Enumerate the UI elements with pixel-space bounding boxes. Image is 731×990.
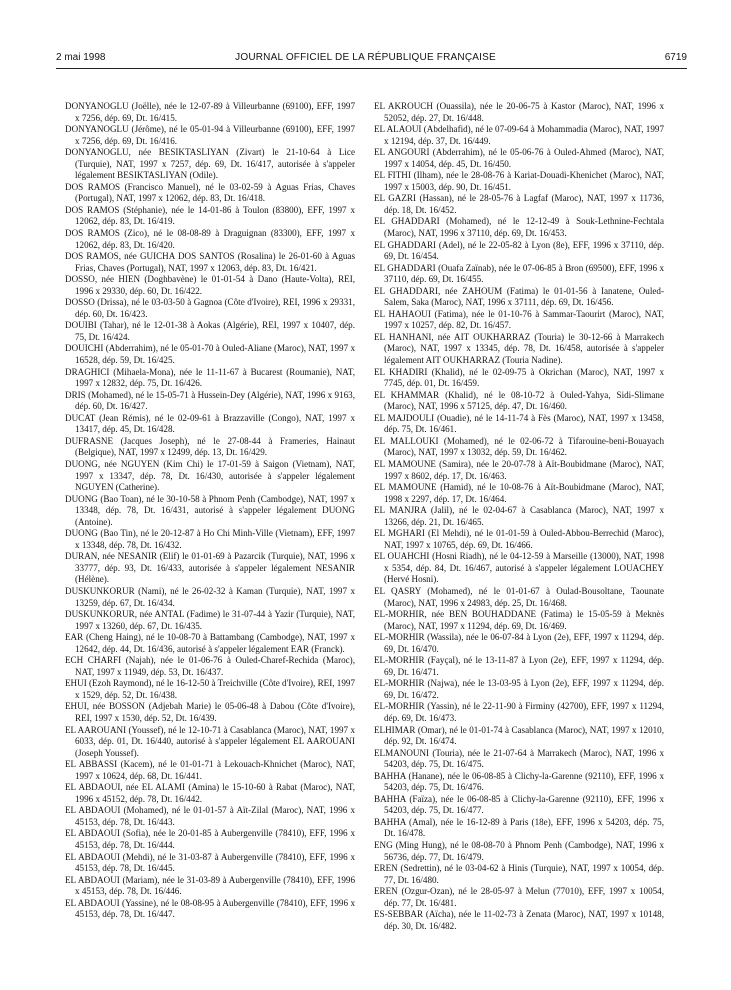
- register-entry: DURAN, née NESANIR (Elif) le 01-01-69 à Pazarcik (Turquie), NAT, 1996 x 33777, dép. 93, Dt. 16/433, autorisée à s'appeler légalement NESANIR (Hélène).: [65, 551, 355, 585]
- register-entry: EL ABDAOUI (Mehdi), né le 31-03-87 à Aubergenville (78410), EFF, 1996 x 45153, dép. 78, Dt. 16/445.: [65, 851, 355, 874]
- register-entry: EL GHADDARI, née ZAHOUM (Fatima) le 01-01-56 à Ianatene, Ouled-Salem, Saka (Maroc), NAT, 1996 x 37111, dép. 69, Dt. 16/456.: [374, 285, 664, 308]
- register-entry: EL-MORHIR, née BEN BOUHADDANE (Fatima) le 15-05-59 à Meknès (Maroc), NAT, 1997 x 11294, dép. 69, Dt. 16/469.: [374, 609, 664, 631]
- register-entry: DUONG, née NGUYEN (Kim Chi) le 17-01-59 à Saigon (Vietnam), NAT, 1997 x 13347, dép. 78, Dt. 16/430, autorisée à s'appeler légalement NGUYEN (Catherine).: [65, 458, 355, 493]
- register-entry: DOS RAMOS, née GUICHA DOS SANTOS (Rosalina) le 26-01-60 à Aguas Frias, Chaves (Portugal), NAT, 1997 x 12063, dép. 83, Dt. 16/421.: [65, 251, 355, 273]
- register-entry: DONYANOGLU (Jérôme), né le 05-01-94 à Villeurbanne (69100), EFF, 1997 x 7256, dép. 69, Dt. 16/416.: [65, 124, 355, 146]
- register-entry: EL GHADDARI (Ouafa Zaïnab), née le 07-06-85 à Bron (69500), EFF, 1996 x 37110, dép. 69, Dt. 16/455.: [374, 262, 664, 285]
- register-entry: ECH CHARFI (Najah), née le 01-06-76 à Ouled-Charef-Rechida (Maroc), NAT, 1997 x 11949, dép. 53, Dt. 16/437.: [65, 655, 355, 677]
- register-entry: ELMANOUNI (Touria), née le 21-07-64 à Marrakech (Maroc), NAT, 1996 x 54203, dép. 75, Dt. 16/475.: [374, 747, 664, 770]
- header-rule: [56, 68, 687, 69]
- register-entry: EAR (Cheng Haing), né le 10-08-70 à Battambang (Cambodge), NAT, 1997 x 12642, dép. 44, Dt. 16/436, autorisé à s'appeler légalement EAR (Franck).: [65, 632, 355, 654]
- register-entry: EL ABDAOUI, née EL ALAMI (Amina) le 15-10-60 à Rabat (Maroc), NAT, 1996 x 45152, dép. 78, Dt. 16/442.: [65, 782, 355, 804]
- register-entry: BAHHA (Hanane), née le 06-08-85 à Clichy-la-Garenne (92110), EFF, 1996 x 54203, dép. 75, Dt. 16/476.: [374, 770, 664, 793]
- register-entry: EL QASRY (Mohamed), né le 01-01-67 à Oulad-Bousoltane, Taounate (Maroc), NAT, 1996 x 24983, dép. 25, Dt. 16/468.: [374, 585, 664, 608]
- register-entry: DOS RAMOS (Francisco Manuel), né le 03-02-59 à Aguas Frias, Chaves (Portugal), NAT, 1997 x 12062, dép. 83, Dt. 16/418.: [65, 181, 355, 204]
- register-entry: DRIS (Mohamed), né le 15-05-71 à Hussein-Dey (Algérie), NAT, 1996 x 9163, dép. 60, Dt. 16/427.: [65, 389, 355, 412]
- register-entry: EL MAJDOULI (Ouadie), né le 14-11-74 à Fès (Maroc), NAT, 1997 x 13458, dép. 75, Dt. 16/461.: [374, 412, 664, 435]
- register-entry: EL FITHI (Ilham), née le 28-08-76 à Kariat-Douadi-Khenichet (Maroc), NAT, 1997 x 15003, dép. 90, Dt. 16/451.: [374, 170, 664, 192]
- register-entry: EREN (Sedrettin), né le 03-04-62 à Hinis (Turquie), NAT, 1997 x 10054, dép. 77, Dt. 16/480.: [374, 863, 664, 885]
- register-entry: DOS RAMOS (Stéphanie), née le 14-01-86 à Toulon (83800), EFF, 1997 x 12062, dép. 83, Dt. 16/419.: [65, 204, 355, 227]
- register-entry: DUCAT (Jean Rémis), né le 02-09-61 à Brazzaville (Congo), NAT, 1997 x 13417, dép. 45, Dt. 16/428.: [65, 412, 355, 435]
- register-entry: EL KHADIRI (Khalid), né le 02-09-75 à Okrichan (Maroc), NAT, 1997 x 7745, dép. 01, Dt. 16/459.: [374, 366, 664, 389]
- register-entry: EL MGHARI (El Mehdi), né le 01-01-59 à Ouled-Abbou-Berrechid (Maroc), NAT, 1997 x 10765, dép. 69, Dt. 16/466.: [374, 528, 664, 550]
- register-entry: DOSSO, née HIEN (Doghbavène) le 01-01-54 à Dano (Haute-Volta), REI, 1996 x 29330, dép. 60, Dt. 16/422.: [65, 274, 355, 296]
- page-header: [0, 52, 731, 68]
- register-entry: EL-MORHIR (Najwa), née le 13-03-95 à Lyon (2e), EFF, 1997 x 11294, dép. 69, Dt. 16/472.: [374, 678, 664, 700]
- register-entry: DOUICHI (Abderrahim), né le 05-01-70 à Ouled-Aliane (Maroc), NAT, 1997 x 16528, dép. 59, Dt. 16/425.: [65, 343, 355, 366]
- register-entry: EL GHADDARI (Mohamed), né le 12-12-49 à Souk-Lethnine-Fechtala (Maroc), NAT, 1996 x 37110, dép. 69, Dt. 16/453.: [374, 216, 664, 239]
- register-entry: EHUI (Ezoh Raymond), né le 16-12-50 à Treichville (Côte d'Ivoire), REI, 1997 x 1529, dép. 52, Dt. 16/438.: [65, 678, 355, 700]
- header-date: 2 mai 1998: [56, 52, 106, 63]
- register-entry: DONYANOGLU, née BESIKTASLIYAN (Zivart) le 21-10-64 à Lice (Turquie), NAT, 1997 x 7257, dép. 69, Dt. 16/417, autorisée à s'appeler légalement BESIKTASLIYAN (Odile).: [65, 147, 355, 181]
- register-entry: DUSKUNKORUR (Nami), né le 26-02-32 à Kaman (Turquie), NAT, 1997 x 13259, dép. 67, Dt. 16/434.: [65, 585, 355, 608]
- register-entry: DUONG (Bao Tin), né le 20-12-87 à Ho Chi Minh-Ville (Vietnam), EFF, 1997 x 13348, dép. 78, Dt. 16/432.: [65, 528, 355, 550]
- register-entry: BAHHA (Amal), née le 16-12-89 à Paris (18e), EFF, 1996 x 54203, dép. 75, Dt. 16/478.: [374, 816, 664, 839]
- register-entry: EL OUAHCHI (Hosni Riadh), né le 04-12-59 à Marseille (13000), NAT, 1998 x 5354, dép. 84, Dt. 16/467, autorisé à s'appeler légalement LOUACHEY (Hervé Hosni).: [374, 551, 664, 585]
- register-entry: EL ABDAOUI (Mohamed), né le 01-01-57 à Aït-Zilal (Maroc), NAT, 1996 x 45153, dép. 78, Dt. 16/443.: [65, 805, 355, 827]
- register-entry: EL MALLOUKI (Mohamed), né le 02-06-72 à Tifarouine-beni-Bouayach (Maroc), NAT, 1997 x 13032, dép. 59, Dt. 16/462.: [374, 435, 664, 458]
- register-entry: EL ABDAOUI (Yassine), né le 08-08-95 à Aubergenville (78410), EFF, 1996 x 45153, dép. 78, Dt. 16/447.: [65, 897, 355, 920]
- register-entry: BAHHA (Faïza), née le 06-08-85 à Clichy-la-Garenne (92110), EFF, 1996 x 54203, dép. 75, Dt. 16/477.: [374, 793, 664, 816]
- register-entry: DOUIBI (Tahar), né le 12-01-38 à Aokas (Algérie), REI, 1997 x 10407, dép. 75, Dt. 16/424.: [65, 320, 355, 342]
- register-entry: EREN (Ozgur-Ozan), né le 28-05-97 à Melun (77010), EFF, 1997 x 10054, dép. 77, Dt. 16/481.: [374, 886, 664, 908]
- register-entry: EL-MORHIR (Fayçal), né le 13-11-87 à Lyon (2e), EFF, 1997 x 11294, dép. 69, Dt. 16/471.: [374, 655, 664, 677]
- register-entry: DONYANOGLU (Joëlle), née le 12-07-89 à Villeurbanne (69100), EFF, 1997 x 7256, dép. 69, Dt. 16/415.: [65, 101, 355, 123]
- register-entry: EL AKROUCH (Ouassila), née le 20-06-75 à Kastor (Maroc), NAT, 1996 x 52052, dép. 27, Dt. 16/448.: [374, 101, 664, 123]
- register-entry: EL MAMOUNE (Hamid), né le 10-08-76 à Aït-Boubidmane (Maroc), NAT, 1998 x 2297, dép. 17, Dt. 16/464.: [374, 482, 664, 504]
- register-entry: EL ABDAOUI (Mariam), née le 31-03-89 à Aubergenville (78410), EFF, 1996 x 45153, dép. 78, Dt. 16/446.: [65, 874, 355, 897]
- register-entry: EL MANJRA (Jalil), né le 02-04-67 à Casablanca (Maroc), NAT, 1997 x 13266, dép. 21, Dt. 16/465.: [374, 505, 664, 527]
- right-column: [374, 101, 664, 932]
- register-entry: DRAGHICI (Mihaela-Mona), née le 11-11-67 à Bucarest (Roumanie), NAT, 1997 x 12832, dép. 75, Dt. 16/426.: [65, 366, 355, 389]
- register-entry: ELHIMAR (Omar), né le 01-01-74 à Casablanca (Maroc), NAT, 1997 x 12010, dép. 92, Dt. 16/474.: [374, 724, 664, 747]
- register-entry: EL KHAMMAR (Khalid), né le 08-10-72 à Ouled-Yahya, Sidi-Slimane (Maroc), NAT, 1996 x 57125, dép. 47, Dt. 16/460.: [374, 389, 664, 412]
- register-entry: EL GHADDARI (Adel), né le 22-05-82 à Lyon (8e), EFF, 1996 x 37110, dép. 69, Dt. 16/454.: [374, 239, 664, 262]
- register-entry: EL ABBASSI (Kacem), né le 01-01-71 à Lekouach-Khnichet (Maroc), NAT, 1997 x 10624, dép. 68, Dt. 16/441.: [65, 759, 355, 781]
- left-column: [65, 101, 355, 921]
- register-entry: DOS RAMOS (Zico), né le 08-08-89 à Draguignan (83300), EFF, 1997 x 12062, dép. 83, Dt. 16/420.: [65, 228, 355, 250]
- register-entry: EL-MORHIR (Wassila), née le 06-07-84 à Lyon (2e), EFF, 1997 x 11294, dép. 69, Dt. 16/470.: [374, 632, 664, 654]
- register-entry: EL HAHAOUI (Fatima), née le 01-10-76 à Sammar-Taourirt (Maroc), NAT, 1997 x 10257, dép. 82, Dt. 16/457.: [374, 308, 664, 331]
- header-title: JOURNAL OFFICIEL DE LA RÉPUBLIQUE FRANÇAISE: [235, 52, 496, 63]
- register-entry: DUSKUNKORUR, née ANTAL (Fadime) le 31-07-44 à Yazir (Turquie), NAT, 1997 x 13260, dép. 67, Dt. 16/435.: [65, 609, 355, 631]
- register-entry: EL HANHANI, née AIT OUKHARRAZ (Touria) le 30-12-66 à Marrakech (Maroc), NAT, 1997 x 13345, dép. 78, Dt. 16/458, autorisée à s'appeler légalement AIT OUKHARRAZ (Touria Nadine).: [374, 331, 664, 366]
- register-entry: EL ABDAOUI (Sofia), née le 20-01-85 à Aubergenville (78410), EFF, 1996 x 45153, dép. 78, Dt. 16/444.: [65, 828, 355, 850]
- register-entry: EL-MORHIR (Yassin), né le 22-11-90 à Firminy (42700), EFF, 1997 x 11294, dép. 69, Dt. 16/473.: [374, 701, 664, 723]
- register-entry: DOSSO (Drissa), né le 03-03-50 à Gagnoa (Côte d'Ivoire), REI, 1996 x 29331, dép. 60, Dt. 16/423.: [65, 297, 355, 319]
- register-entry: ENG (Ming Hung), né le 08-08-70 à Phnom Penh (Cambodge), NAT, 1996 x 56736, dép. 77, Dt. 16/479.: [374, 840, 664, 862]
- register-entry: EL ALAOUI (Abdelhafid), né le 07-09-64 à Mohammadia (Maroc), NAT, 1997 x 12194, dép. 37, Dt. 16/449.: [374, 124, 664, 146]
- header-page-number: 6719: [664, 52, 687, 63]
- register-entry: EHUI, née BOSSON (Adjebah Marie) le 05-06-48 à Dabou (Côte d'Ivoire), REI, 1997 x 1530, dép. 52, Dt. 16/439.: [65, 701, 355, 723]
- register-entry: ES-SEBBAR (Aïcha), née le 11-02-73 à Zenata (Maroc), NAT, 1997 x 10148, dép. 30, Dt. 16/482.: [374, 909, 664, 931]
- register-entry: EL MAMOUNE (Samira), née le 20-07-78 à Aït-Boubidmane (Maroc), NAT, 1997 x 8602, dép. 17, Dt. 16/463.: [374, 458, 664, 481]
- register-entry: EL AAROUANI (Youssef), né le 12-10-71 à Casablanca (Maroc), NAT, 1997 x 6033, dép. 01, Dt. 16/440, autorisé à s'appeler légalement EL AAROUANI (Joseph Youssef).: [65, 724, 355, 758]
- register-entry: EL GAZRI (Hassan), né le 28-05-76 à Lagfaf (Maroc), NAT, 1997 x 11736, dép. 18, Dt. 16/452.: [374, 193, 664, 215]
- register-entry: EL ANGOURI (Abderrahim), né le 05-06-76 à Ouled-Ahmed (Maroc), NAT, 1997 x 14054, dép. 45, Dt. 16/450.: [374, 147, 664, 169]
- register-entry: DUONG (Bao Toan), né le 30-10-58 à Phnom Penh (Cambodge), NAT, 1997 x 13348, dép. 78, Dt. 16/431, autorisé à s'appeler légalement DUONG (Antoine).: [65, 493, 355, 527]
- register-entry: DUFRASNE (Jacques Joseph), né le 27-08-44 à Frameries, Hainaut (Belgique), NAT, 1997 x 12499, dép. 13, Dt. 16/429.: [65, 435, 355, 458]
